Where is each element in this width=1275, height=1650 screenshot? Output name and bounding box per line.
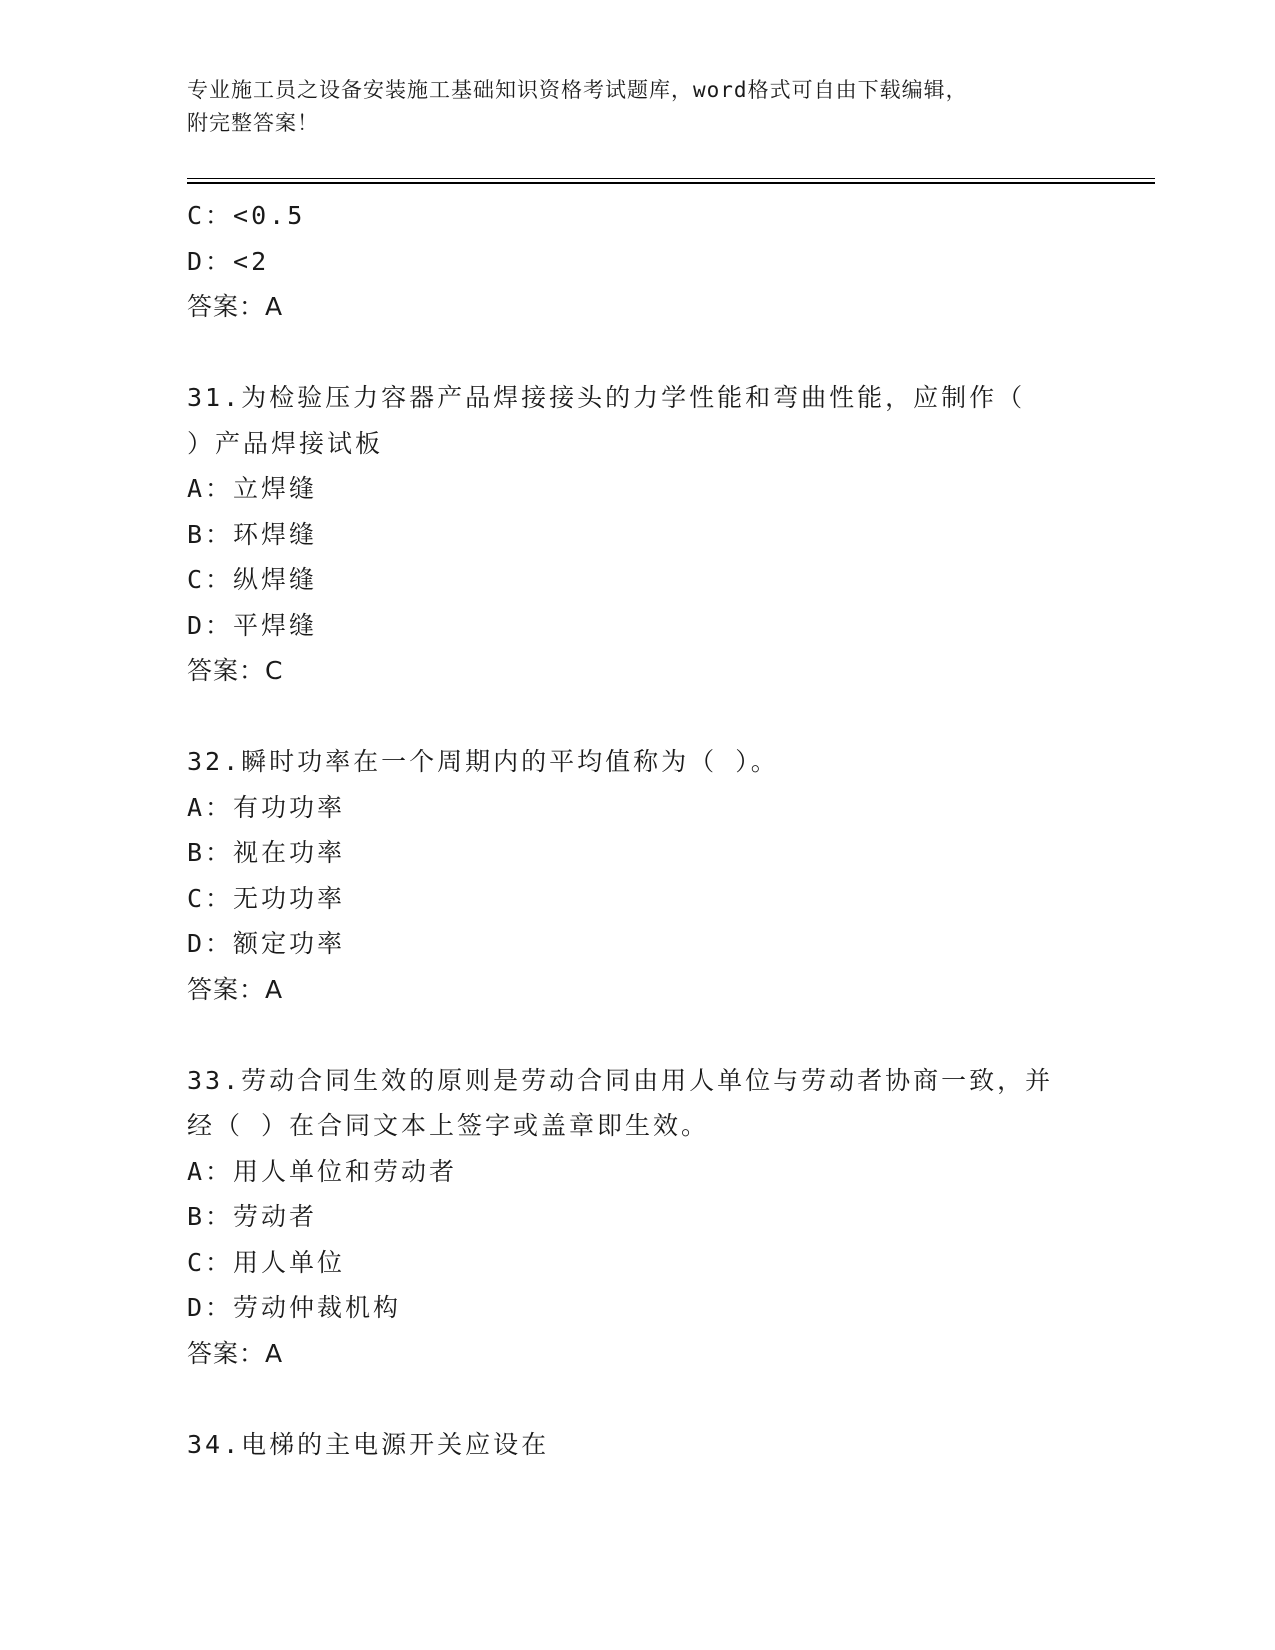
answer-label: 答案：	[187, 292, 266, 321]
option-d: D：劳动仲裁机构	[187, 1293, 402, 1322]
spacer	[187, 694, 1087, 740]
answer-label: 答案：	[187, 1338, 266, 1368]
question-30-partial	[187, 193, 1087, 330]
answer-line	[187, 284, 1087, 330]
header-line-2: 附完整答案！	[187, 111, 319, 135]
question-32	[187, 739, 1087, 1012]
answer-line	[187, 648, 1087, 694]
question-stem: 33.劳动合同生效的原则是劳动合同由用人单位与劳动者协商一致，并	[187, 1065, 1054, 1095]
answer-value: C	[265, 656, 284, 685]
option-a: A：立焊缝	[187, 474, 318, 503]
header-line-1: 专业施工员之设备安装施工基础知识资格考试题库，word格式可自由下载编辑，	[187, 78, 968, 102]
option-b: B：视在功率	[187, 838, 346, 867]
option-b: B：劳动者	[187, 1202, 318, 1231]
option-d: D：平焊缝	[187, 610, 318, 640]
answer-line	[187, 967, 1087, 1013]
question-stem: ）产品焊接试板	[187, 428, 384, 458]
option-c: C：无功功率	[187, 883, 346, 913]
question-list	[187, 193, 1087, 1467]
spacer	[187, 1376, 1087, 1422]
option-c: C：纵焊缝	[187, 565, 318, 594]
header-divider-thick	[187, 182, 1155, 184]
header-divider-thin	[187, 178, 1155, 179]
option-b: B：环焊缝	[187, 519, 318, 549]
spacer	[187, 330, 1087, 376]
document-header	[187, 74, 1087, 140]
answer-value: A	[265, 1338, 284, 1368]
answer-value: A	[265, 974, 284, 1004]
question-33	[187, 1058, 1087, 1377]
option-d: D：额定功率	[187, 929, 346, 958]
spacer	[187, 1012, 1087, 1058]
question-31	[187, 375, 1087, 694]
option-a: A：有功功率	[187, 792, 346, 822]
question-stem: 34.电梯的主电源开关应设在	[187, 1429, 550, 1459]
question-stem: 32.瞬时功率在一个周期内的平均值称为（ ）。	[187, 747, 779, 776]
option-c: C：用人单位	[187, 1247, 346, 1277]
option-a: A：用人单位和劳动者	[187, 1156, 458, 1186]
question-stem: 经（ ）在合同文本上签字或盖章即生效。	[187, 1111, 710, 1140]
question-stem: 31.为检验压力容器产品焊接接头的力学性能和弯曲性能，应制作（	[187, 383, 1026, 412]
answer-value: A	[265, 292, 284, 321]
option-d: D：<2	[187, 246, 270, 276]
answer-line	[187, 1331, 1087, 1377]
answer-label: 答案：	[187, 974, 266, 1004]
answer-label: 答案：	[187, 656, 266, 685]
question-34	[187, 1422, 1087, 1468]
option-c: C：<0.5	[187, 201, 306, 230]
